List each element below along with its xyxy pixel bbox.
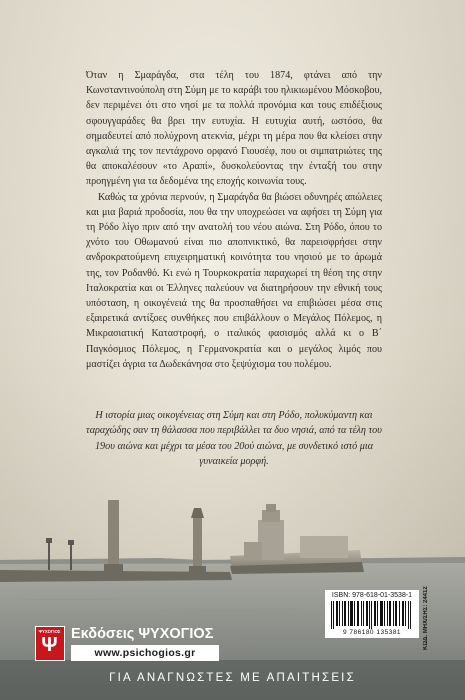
tagline: Η ιστορία μιας οικογένειας στη Σύμη και στη Ρόδο, πολυκύμαντη και ταραχώδης σαν τη θάλασσα που περιβάλλει τα δυο νησιά, από τα τέλη του 19ου αιώνα και μέχρι τα μέσα του 20ού αιώνα, με συνδετικό ιστό μια γυναικεία μορφή.	[86, 410, 382, 468]
isbn-label: ISBN: 978-618-01-3538-1	[331, 592, 413, 599]
barcode-block	[325, 590, 419, 638]
product-code-label: ΚΩΔ. ΜΗΧ/ΣΗΣ: 24412	[423, 586, 429, 650]
publisher-url: www.psichogios.gr	[71, 645, 219, 661]
blurb-paragraph: Όταν η Σμαράγδα, στα τέλη του 1874, φτάνει από την Κωνσταντινούπολη στη Σύμη με το καράβι του ηλικιωμένου Μόσκοβου, δεν περιμένει ότι στο νησί με τα πολλά προνόμια και τους επιδέξιους σφουγγαράδες θα βρει την ευτυχία. Η ευτυχία αυτή, ωστόσο, θα σημαδευτεί από πολύχρονη ατεκνία, μέχρι τη μέρα που θα κλείσει στην αγκαλιά της τον πεντάχρονο ορφανό Γιουσέφ, που οι σιμπατριώτες της θα αποκαλέσουν «το Αραπί», δυσκολεύοντας την ένταξή του στην προηγμένη για τα δεδομένα της εποχής κοινωνία τους.	[86, 70, 382, 188]
publisher-logo	[35, 626, 65, 661]
barcode-digits: 9 786180 135381	[342, 629, 402, 636]
publisher-name: Εκδόσεις ΨΥΧΟΓΙΟΣ	[71, 626, 214, 642]
barcode-icon	[331, 601, 413, 629]
series-slogan: ΓΙΑ ΑΝΑΓΝΩΣΤΕΣ ΜΕ ΑΠΑΙΤΗΣΕΙΣ	[109, 672, 356, 684]
fortress	[230, 504, 364, 574]
quay	[0, 570, 232, 582]
blurb-text	[86, 68, 382, 372]
blurb-paragraph: Καθώς τα χρόνια περνούν, η Σμαράγδα θα βιώσει οδυνηρές απώλειες και μια βαριά προδοσία, που θα την υποχρεώσει να αφήσει τη Σύμη για τη Ρόδο λίγο πριν από την ανατολή του νέου αιώνα. Στη Ρόδο, όπου το χνότο του Οθωμανού είναι πιο αποπνικτικό, θα παρεισφρήσει στην ανδροκρατούμενη επιχειρηματική κοινότητα του νησιού με το άρωμά της, τον Ροδανθό. Κι ενώ η Τουρκοκρατία παραχωρεί τη θέση της στην Ιταλοκρατία και οι Έλληνες παλεύουν να διατηρήσουν την εθνική τους υπόσταση, η οικογένειά της θα προσπαθήσει να επιβιώσει μέσα στις εξαιρετικά αντίξοες συνθήκες που επιβάλλουν ο Μεγάλος Πόλεμος, η Μικρασιατική Καταστροφή, ο ιταλικός φασισμός αλλά κι ο Β΄ Παγκόσμιος Πόλεμος, η Γερμανοκρατία και ο μεγάλος λιμός που μαστίζει άγρια τα Δωδεκάνησα στο ξεψύχισμα του πολέμου.	[86, 191, 382, 370]
publisher-logo-word: ΨΥΧΟΓΙΟΣ	[38, 629, 61, 634]
psi-icon: Ψ	[41, 634, 58, 656]
